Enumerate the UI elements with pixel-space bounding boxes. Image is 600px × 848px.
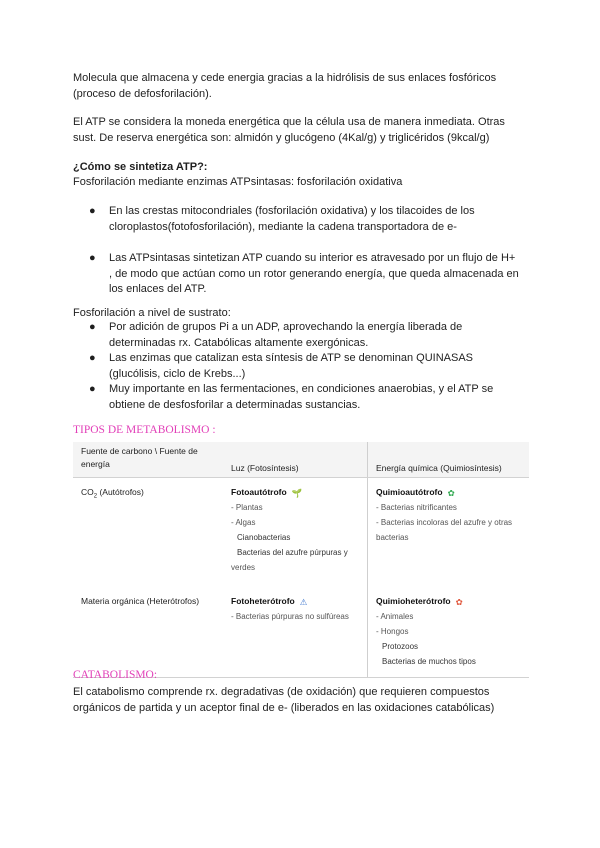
example-text: Bacterias de muchos tipos xyxy=(382,656,476,666)
example-text: Cianobacterias xyxy=(237,532,291,542)
light-cell xyxy=(223,478,368,591)
example-text: Protozoos xyxy=(382,641,419,651)
bullet-text: los enlaces del ATP. xyxy=(109,283,207,295)
header-text: Fuente de carbono \ Fuente de xyxy=(81,446,198,456)
table-row xyxy=(73,591,529,677)
type-name: Fotoautótrofo xyxy=(231,487,287,497)
oxidative-title: Fosforilación mediante enzimas ATPsintasas: fosforilación oxidativa xyxy=(73,176,403,188)
type-name: Quimioheterótrofo xyxy=(376,595,451,606)
bullet-text: determinadas rx. Catabólicas altamente exergónicas. xyxy=(109,336,369,349)
atp-paragraph xyxy=(73,114,505,146)
table-header-row xyxy=(73,442,529,478)
metabolism-heading: TIPOS DE METABOLISMO : xyxy=(73,424,216,436)
bullet-icon: ● xyxy=(89,321,96,333)
bullet-icon: ● xyxy=(89,352,96,364)
carbon-source-cell xyxy=(73,591,223,677)
bullet-text: Muy importante en las fermentaciones, en condiciones anaerobias, y el ATP se xyxy=(109,383,494,395)
light-cell xyxy=(223,591,368,677)
intro-paragraph xyxy=(73,70,496,102)
example-text: - Bacterias nitrificantes xyxy=(376,502,457,512)
example-text: - Bacterias incoloras del azufre y otras xyxy=(376,517,513,527)
type-name: Fotoheterótrofo xyxy=(231,595,295,606)
catabolism-paragraph xyxy=(73,684,494,716)
bullet-text: Por adición de grupos Pi a un ADP, aprovechando la energía liberada de xyxy=(109,321,463,333)
chemical-cell xyxy=(368,591,530,677)
bullet-icon: ● xyxy=(89,383,96,395)
catabolism-line-2: orgánicos de partida y un aceptor final de e- (liberados en las oxidaciones catabólicas) xyxy=(73,702,495,714)
list-item xyxy=(73,204,533,235)
source-subscript: 2 xyxy=(93,493,98,500)
bullet-text: (glucólisis, ciclo de Krebs...) xyxy=(109,367,246,380)
oxidative-bullet-list xyxy=(73,204,533,298)
example-text: Bacterias del azufre púrpuras y xyxy=(237,547,348,557)
bullet-text: obtiene de desfosforilar a determinadas sustancias. xyxy=(109,398,361,411)
intro-line-1: Molecula que almacena y cede energia gracias a la hidrólisis de sus enlaces fosfóricos xyxy=(73,72,497,84)
substrate-bullet-list xyxy=(73,320,533,413)
catabolism-line-1: El catabolismo comprende rx. degradativas (de oxidación) que requieren compuestos xyxy=(73,686,490,698)
source-text: CO xyxy=(81,487,94,497)
warning-icon: ⚠ xyxy=(299,596,308,607)
microbe-icon: ✿ xyxy=(447,487,455,498)
bullet-text: Las enzimas que catalizan esta síntesis de ATP se denominan QUINASAS xyxy=(109,352,474,364)
type-name: Quimioautótrofo xyxy=(376,487,443,497)
example-text: - Plantas xyxy=(231,502,263,512)
source-text: (Autótrofos) xyxy=(97,487,144,497)
example-text: bacterias xyxy=(376,532,409,542)
catabolism-heading: CATABOLISMO: xyxy=(73,669,158,681)
bullet-text: cloroplastos(fotofosforilación), mediante la cadena transportadora de e- xyxy=(109,220,457,233)
mushroom-icon: ✿ xyxy=(455,596,463,607)
example-text: - Algas xyxy=(231,517,256,527)
header-light: Luz (Fotosíntesis) xyxy=(223,442,368,478)
metabolism-table xyxy=(73,442,529,678)
intro-line-2: (proceso de defosforilación). xyxy=(73,88,212,100)
example-text: - Bacterias púrpuras no sulfúreas xyxy=(231,611,349,621)
list-item xyxy=(73,320,533,351)
bullet-text: , de modo que actúan como un rotor generando energía, que queda almacenada en xyxy=(109,267,519,280)
synthesis-question: ¿Cómo se sintetiza ATP?: xyxy=(73,161,208,173)
table-row xyxy=(73,478,529,591)
bullet-icon: ● xyxy=(89,252,96,264)
substrate-title: Fosforilación a nivel de sustrato: xyxy=(73,307,231,319)
bullet-text: Las ATPsintasas sintetizan ATP cuando su interior es atravesado por un flujo de H+ xyxy=(109,252,516,264)
bullet-text: En las crestas mitocondriales (fosforilación oxidativa) y los tilacoides de los xyxy=(109,205,475,217)
list-item xyxy=(73,382,533,413)
example-text: - Hongos xyxy=(376,626,409,636)
list-item xyxy=(73,351,533,382)
source-text: Materia orgánica (Heterótrofos) xyxy=(81,595,200,606)
list-item xyxy=(73,251,533,298)
carbon-source-cell xyxy=(73,478,223,591)
example-text: - Animales xyxy=(376,611,414,621)
atp-line-1: El ATP se considera la moneda energética que la célula usa de manera inmediata. Otras xyxy=(73,116,505,128)
chemical-cell xyxy=(368,478,530,591)
bullet-icon: ● xyxy=(89,205,96,217)
header-text: energía xyxy=(81,458,110,469)
seedling-icon: 🌱 xyxy=(291,487,303,498)
atp-line-2: sust. De reserva energética son: almidón y glucógeno (4Kal/g) y triglicéridos (9kcal/g) xyxy=(73,132,490,144)
header-carbon-source xyxy=(73,442,223,478)
example-text: verdes xyxy=(231,562,256,572)
header-chemical: Energía química (Quimiosíntesis) xyxy=(368,442,530,478)
